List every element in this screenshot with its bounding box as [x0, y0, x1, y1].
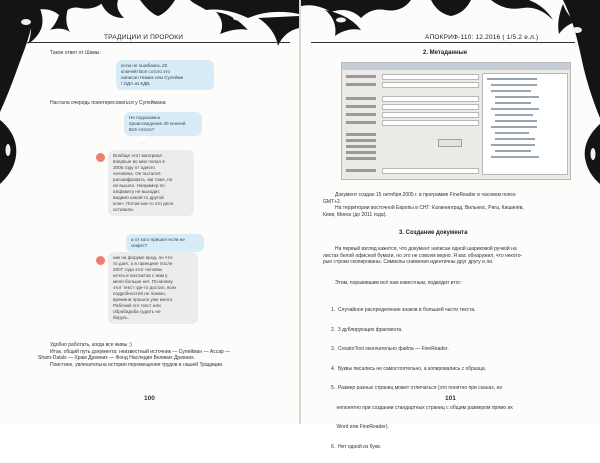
chat-line: видимо какой-то другой [113, 195, 164, 200]
field-box [382, 168, 479, 174]
tree-line [495, 102, 531, 104]
chat-line: ключ. Потом как-то это дело [113, 201, 174, 206]
dialog-titlebar [342, 63, 570, 70]
tree-line [491, 126, 537, 128]
user-avatar-icon [96, 153, 105, 162]
text-line: GMT+2. [323, 198, 342, 205]
running-head: ТРАДИЦИИ И ПРОРОКИ [104, 34, 184, 41]
text-line: рые строки скопированы. Символы снижения идентичны друг другу и ли. [323, 259, 494, 265]
field-label [346, 121, 376, 124]
intro-text: Такое ответ от Шамы: [50, 50, 101, 56]
chat-line: Вообще этот материал [113, 153, 163, 158]
field-label [346, 105, 376, 108]
chat-line: исчез и контактов с ним у [113, 273, 168, 278]
field-label [346, 133, 376, 136]
creation-paragraph [323, 246, 587, 266]
metadata-dialog-screenshot [341, 62, 571, 180]
list-item: 4. Буквы писались не самостоятельно, а копировались с образца. [331, 365, 486, 372]
chat-line: впервые во мне попал в [113, 159, 165, 164]
chat-line: меня больше нет. По-моему [113, 279, 173, 284]
chat-line: секрет? [131, 243, 148, 248]
chat-bubble-answer-2 [108, 252, 198, 324]
field-label [346, 83, 376, 86]
list-item: 6. Нет одной из букв. [331, 443, 382, 450]
chat-line: то дает, а в принципе после [113, 261, 173, 266]
field-label [346, 151, 376, 154]
tree-line [495, 132, 529, 134]
chat-line: не вышло. Например по [113, 183, 165, 188]
chat-line: происхождение 20 ключей [129, 121, 186, 126]
field-box [382, 74, 479, 80]
header-rule [26, 42, 290, 43]
chat-line: подробностей не помню, [113, 291, 167, 296]
chat-line: Не подскажеш [129, 115, 161, 120]
chat-line: обрабадоба судить не [113, 309, 161, 314]
text-line: На первый взгляд кажется, что документ написан одной шариковой ручкой на [335, 246, 517, 252]
field-box [382, 96, 479, 102]
text-line: Удобно работать, когда все живы :) [50, 342, 132, 348]
tree-line [491, 156, 539, 158]
page-number: 101 [445, 395, 456, 402]
tree-line [491, 84, 537, 86]
text-line: Итак, общий путь документа: неизвестный источник — Сулейман — Ассар — [50, 348, 231, 355]
text-line: На территории восточной Европы в СНГ: Калининград, Вильнюс, Рига, Кишинёв, [335, 205, 524, 211]
chat-line: этот текст где-то достал, всех [113, 285, 177, 290]
field-label [346, 169, 376, 172]
field-label [346, 113, 376, 116]
field-label [346, 145, 376, 148]
list-item: 3. CreatorTool окончательно файла — FineReader. [331, 346, 449, 352]
text-line: Sham-Dalals — Храм Древних — Фонд Наследия Великих Древних. [38, 355, 196, 361]
chat-line: ключей! Всё сотого это [121, 69, 171, 74]
metadata-tree-panel [482, 73, 568, 175]
tree-line [487, 78, 537, 80]
chat-bubble-question [124, 112, 202, 136]
tree-line [491, 108, 539, 110]
field-box [382, 120, 479, 126]
section-heading-metadata: 2. Метаданные [423, 50, 468, 56]
list-item: Word или FineReader). [331, 424, 389, 430]
chat-timestamp-marker: ····· [140, 142, 147, 146]
left-page [0, 0, 299, 424]
chat-line: Всё сотого? [129, 127, 155, 132]
field-label [346, 157, 376, 160]
tree-line [491, 90, 531, 92]
list-item: 1. Случайное распределение знаков в большей части текста. [331, 307, 476, 313]
field-box [382, 104, 479, 110]
chat-line: алфавиту не выходит, [113, 189, 161, 194]
chat-bubble-reply [116, 60, 214, 90]
field-label [346, 75, 376, 78]
tree-line [495, 138, 535, 140]
running-head: АПОКРИФ-110: 12.2016 ( 1/5.2 е.л.) [425, 34, 539, 41]
closing-paragraph [38, 342, 278, 368]
text-line: Киев, Минск (до 2011 года). [323, 211, 387, 218]
chat-line: / ОДА из КДВ. [121, 81, 151, 86]
section-heading-creation: 3. Создание документа [399, 230, 468, 236]
tree-line [495, 96, 539, 98]
page-number: 100 [144, 395, 155, 402]
tree-line [491, 144, 535, 146]
text-line: Документ создан 15 октября 2005 г. в программе FineReader в часовом поясе [335, 192, 516, 198]
tree-line [495, 114, 533, 116]
text-line: листах белой офисной бумаги, но это не совсем верно. Я вас обнаружил, что некото- [323, 252, 523, 259]
chat-line: расшифровать, ми тоже, но [113, 177, 173, 182]
chat-line: если не ошибаюсь 20 [121, 63, 168, 68]
chat-line: человека. Он пытался [113, 171, 161, 176]
metadata-caption [323, 192, 587, 218]
chat-line: ник на форуме врод, он что- [113, 255, 174, 260]
chat-line: а от кого пришел если не [131, 237, 185, 242]
list-item: 2. 3 дублирующих фрагмента. [331, 326, 403, 333]
right-page [301, 0, 600, 450]
summary-list [331, 294, 589, 463]
chat-line: времени прошло уже много. [113, 297, 174, 302]
text-line: Поистине, увлекательна история перемещения трудов в нашей Традиции. [50, 361, 224, 368]
chat-line: берусь. [113, 315, 129, 320]
question-intro: Настала очередь поинтересоваться у Сулеймана: [50, 100, 167, 106]
field-box [382, 82, 479, 88]
chat-bubble-answer [108, 150, 194, 216]
tree-line [495, 150, 531, 152]
chat-line: 2006 году от одного [113, 165, 155, 170]
chat-line: 2007 года этот человек [113, 267, 163, 272]
field-label [346, 139, 376, 142]
tree-line [495, 120, 537, 122]
chat-line: Рабочий это текст или [113, 303, 161, 308]
chat-line: написал Нимих или Сулеймн [121, 75, 184, 80]
field-label [346, 97, 376, 100]
chat-line: оставили. [113, 207, 134, 212]
field-box [382, 112, 479, 118]
list-item: непонятно при создании стандартных страниц с общим размером прямо их [331, 404, 513, 411]
user-avatar-icon [96, 256, 105, 265]
summary-intro: Этим, поразившим всё нам известным, подводит итог: [335, 280, 462, 286]
chat-bubble-followup [126, 234, 204, 252]
header-rule [311, 42, 575, 43]
dialog-button [438, 139, 462, 147]
list-item: 5. Размер разных страниц может отличаться (это понятно при сканах, но [331, 385, 503, 391]
